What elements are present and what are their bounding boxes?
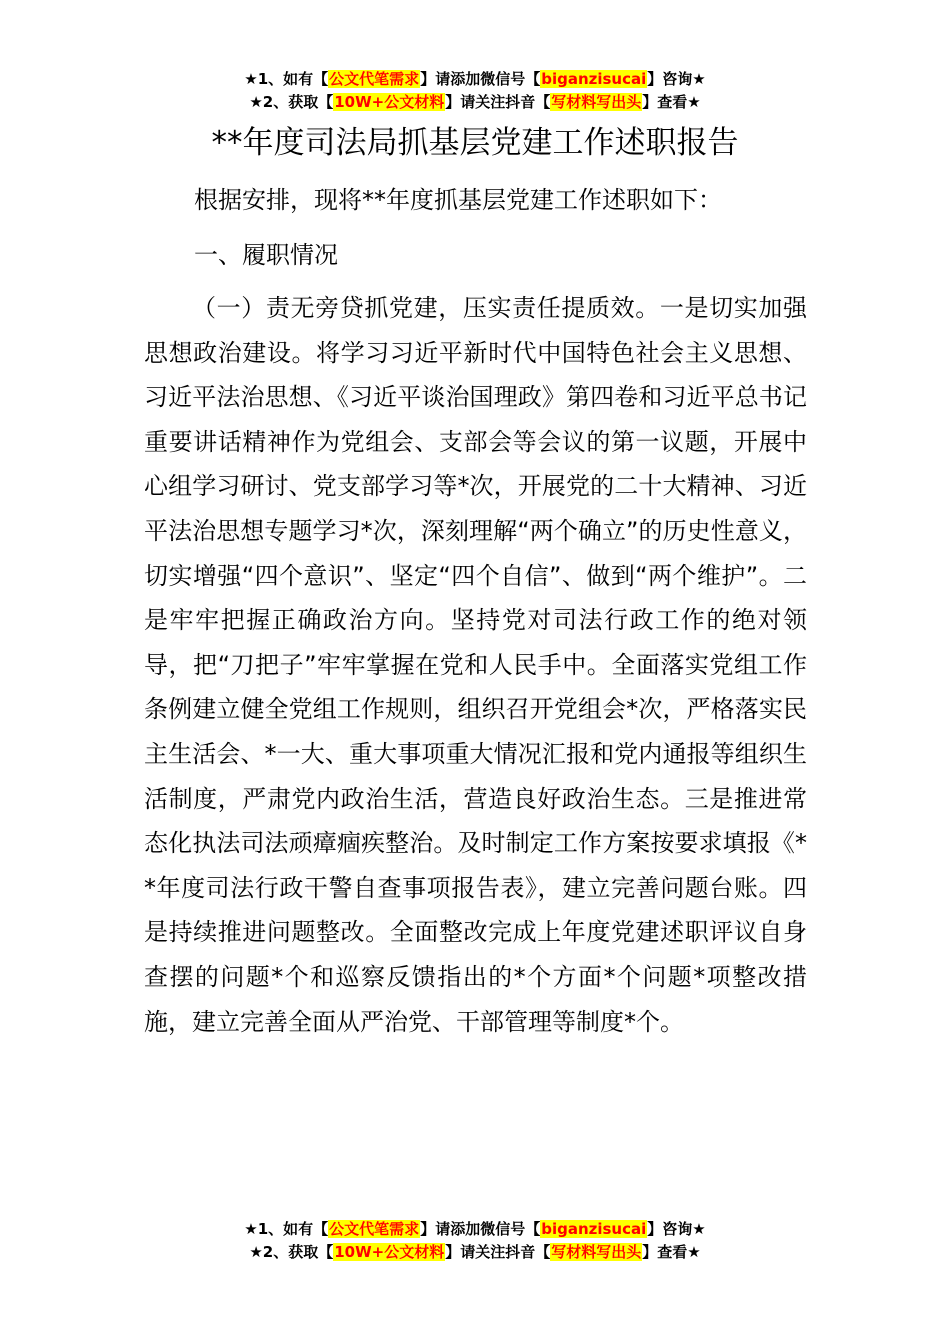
promo-text: ★1、如有【 xyxy=(244,70,329,88)
promo-highlight: 公文代笔需求 xyxy=(329,70,420,88)
promo-text: 】请添加微信号【 xyxy=(420,1220,541,1238)
promo-line-1 xyxy=(0,1218,950,1241)
promo-line-2 xyxy=(0,1241,950,1264)
promo-highlight: 公文代笔需求 xyxy=(329,1220,420,1238)
promo-highlight: biganzisucai xyxy=(541,70,647,88)
promo-highlight: 10W+公文材料 xyxy=(334,93,445,111)
promo-highlight: 写材料写出头 xyxy=(551,1243,642,1261)
promo-text: 】咨询★ xyxy=(647,70,706,88)
promo-line-2 xyxy=(0,91,950,114)
promo-text: 】查看★ xyxy=(642,93,701,111)
promo-line-1 xyxy=(0,68,950,91)
promo-highlight: 10W+公文材料 xyxy=(334,1243,445,1261)
promo-text: 】查看★ xyxy=(642,1243,701,1261)
promo-text: 】咨询★ xyxy=(647,1220,706,1238)
promo-banner-bottom xyxy=(0,1218,950,1264)
promo-text: 】请关注抖音【 xyxy=(445,1243,551,1261)
promo-text: 】请添加微信号【 xyxy=(420,70,541,88)
document-title: **年度司法局抓基层党建工作述职报告 xyxy=(211,125,739,161)
promo-highlight: biganzisucai xyxy=(541,1220,647,1238)
promo-text: 】请关注抖音【 xyxy=(445,93,551,111)
promo-text: ★1、如有【 xyxy=(244,1220,329,1238)
intro-paragraph: 根据安排，现将**年度抓基层党建工作述职如下： xyxy=(194,186,722,214)
promo-text: ★2、获取【 xyxy=(249,1243,334,1261)
promo-banner-top xyxy=(0,68,950,114)
promo-highlight: 写材料写出头 xyxy=(551,93,642,111)
promo-text: ★2、获取【 xyxy=(249,93,334,111)
body-paragraph: （一）责无旁贷抓党建，压实责任提质效。一是切实加强思想政治建设。将学习习近平新时代中国特色社会主义思想、习近平法治思想、《习近平谈治国理政》第四卷和习近平总书记重要讲话精神作为党组会、支部会等会议的第一议题，开展中心组学习研讨、党支部学习等*次，开展党的二十大精神、习近平法治思想专题学习*次，深刻理解“两个确立”的历史性意义，切实增强“四个意识”、坚定“四个自信”、做到“两个维护”。二是牢牢把握正确政治方向。坚持党对司法行政工作的绝对领导，把“刀把子”牢牢掌握在党和人民手中。全面落实党组工作条例建立健全党组工作规则，组织召开党组会*次，严格落实民主生活会、*一大、重大事项重大情况汇报和党内通报等组织生活制度，严肃党内政治生活，营造良好政治生态。三是推进常态化执法司法顽瘴痼疾整治。及时制定工作方案按要求填报《**年度司法行政干警自查事项报告表》，建立完善问题台账。四是持续推进问题整改。全面整改完成上年度党建述职评议自身查摆的问题*个和巡察反馈指出的*个方面*个问题*项整改措施，建立完善全面从严治党、干部管理等制度*个。 xyxy=(144,294,807,1036)
section-heading: 一、履职情况 xyxy=(194,241,338,269)
